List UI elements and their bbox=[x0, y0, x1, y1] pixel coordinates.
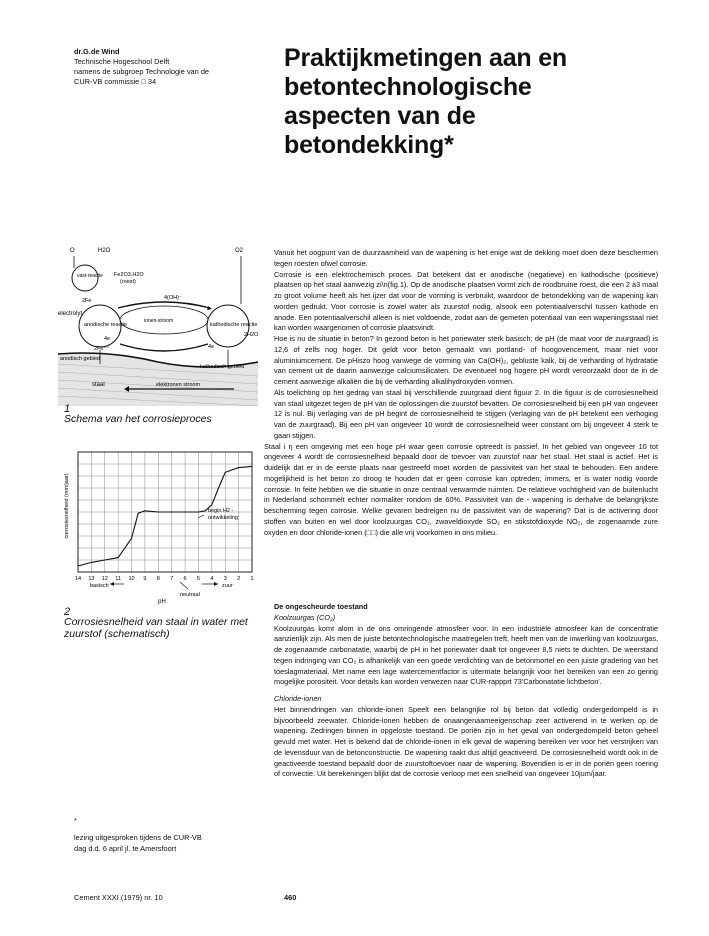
paragraph-corrosion: Corrosie is een elektrochemisch proces. Dat betekent dat er anodische (negatieve) en kathodische (positieve) plaatsen op het staal aanwezig zi\n(fig.1). Op de anodische plaatsen vormt zich de roodbruine roest, die een 2 à3 maal zo groot volume heeft als het ijzer dat voor de vorming is verbruikt, waardoor de betondekking van de wapening kan worden gedrukt. Voor corrosie is zowel water als zuurstof nodig, alsook een potentiaalverschil tussen kathode en anode. Een potentiaalverschil alleen is niet voldoende, zodat aan de gemeten potentiaal van een wapeningsstaal niet kan worden waargenomen of corrosie plaatsvindt. bbox=[274, 269, 658, 333]
footer-journal: Cement XXXI (1979) nr. 10 bbox=[74, 893, 163, 902]
fig1-label-o2: O2 bbox=[235, 248, 244, 254]
footnote-line1: lezing uitgesproken tijdens de CUR-VB bbox=[74, 833, 202, 842]
fig1-label-fe-ions: 2Fe⁺⁺ bbox=[94, 346, 110, 352]
fig1-label-o: O bbox=[70, 248, 75, 254]
fig1-label-oh: 4(OH)⁻ bbox=[164, 295, 182, 301]
chart-x-tick-label: 8 bbox=[156, 576, 160, 582]
fig1-label-e-right: 4e bbox=[208, 344, 215, 350]
fig1-label-fe: 2Fe bbox=[82, 298, 92, 304]
chart-right-label: zuur bbox=[222, 583, 233, 589]
fig1-label-anodisch-gebied: anodisch gebied bbox=[60, 356, 101, 362]
chart-x-tick-label: 7 bbox=[170, 576, 174, 582]
fig1-label-anodische-reactie: anodische reactie bbox=[84, 322, 128, 328]
subsection-co2-text: Koolzuurgas komt alom in de ons omringende atmosfeer voor. In een industriële atmosfeer kan de concentratie aanzienlijk zijn. Als men de juiste betontechnologische maatregelen treft, heeft men van de inwerking van koolzuurgas, de zogenaamde carbonatatie, waarbij de pH in het poriewater daalt tot ongeveer 8,5 niets te duchten. De weerstand tegen indringing van CO₂ is afhankelijk van een goede verdichting van de betonmortel en een juiste gradering van het toeslagmateriaal. Met name een lage watercementfactor is uitermate belangrijk voor het bereiken van een zo gering mogelijke porositeit. Voor details kan worden verwezen naar CUR-rappprt 73'Carbonatatie lichtbeton'. bbox=[274, 623, 658, 687]
section-title: De ongescheurde toestand bbox=[274, 602, 368, 611]
corrosion-rate-chart bbox=[62, 446, 262, 606]
chart-x-tick-label: 4 bbox=[210, 576, 214, 582]
chart-x-tick-label: 5 bbox=[196, 576, 200, 582]
chart-x-tick-label: 2 bbox=[237, 576, 241, 582]
chart-x-tick-label: 9 bbox=[143, 576, 147, 582]
body-text-main bbox=[264, 248, 658, 538]
paragraph-concrete: Hoe is nu de situatie in beton? In gezond beton is het poriewater sterk basisch; de pH (de maat voor de zuurgraad) is 12,6 of zelfs nog hoger. Dit geldt voor beton gemaakt van portland- of hoogovencement, maar niet voor aluminiumcement. De pHiszo hoog vanwege de vorming van Ca(OH)₂, gebluste kalk, bij de verharding of hydratatie van cement uit de daarin aanwezige calciumsilicaten. De eventueel nog hogere pH wordt veroorzaakt door de in de cement aanwezige alkaliën die bij de verharding alkalihydroxyden vormen. bbox=[274, 334, 658, 386]
fig1-label-rust: (roest) bbox=[120, 279, 136, 285]
fig1-label-kathodische-reactie: kathodische reactie bbox=[210, 322, 258, 328]
subsection-chloride-title: Chloride-ionen bbox=[274, 694, 322, 703]
author-affiliation: Technische Hogeschool Delft bbox=[74, 57, 170, 66]
author-name: dr.G.de Wind bbox=[74, 47, 120, 56]
paragraph-passive: Staal i η een omgeving met een hoge pH waar geen corrosie optreedt is passief. In het gebied van ongeveer 10 tot ongeveer 4 wordt de corrosiesnelheid bepaald door de toevoer van zuurstof naar het staal. Het staal is actief. Het is duidelijk dat er in de eerste plaats naar gestreefd moet worden de passiviteit van het staal te behouden. Een andere mogelijkheid is het beton zo droog te houden dat er geen corrosie kan optreden; immers, er is water nodig voorde corrosie. In feite hebben we die situatie in onze centraal verwarmde ruimten. De relatieve vochtigheid van de buitenlucht in Nederland schommelt echter normaliter rondom de 60%. Passiviteit van de - wapening is derhalve de belangrijkste bescherming tegen corrosie. Welke gevaren bedreigen nu de passiviteit van de wapening? Dat is de activering door stoffen van buiten en wel door koolzuurgas CO₂, zwaveldioxyde SO₂ en stikstofdioxyde NO₂, de zogenaamde zure oxyden en door chloride-ionen (□□) die alle vrij voorkomen in ons milieu. bbox=[264, 441, 658, 537]
footnote bbox=[74, 833, 264, 854]
chart-x-tick-label: 12 bbox=[101, 576, 108, 582]
page-title bbox=[284, 44, 684, 160]
subsection-chloride-text: Het binnendringen van chloride-ionen Speelt een belangrijke rol bij beton dat volledig ondergedompeld is in bijvoorbeeld zeewater. Chloride-ionen hebben de onaangenaameeigenschap zeer activerend in te werken op de wapening. Zedringen binnen in opgeloste toestand. De poriën zijn in het geval van ondergedompeld beton geheel gevuld met water. Het is bekend dat de chloride-ionen in elk geval de wapening bereiken ver voor het verstrijken van de levensduur van de betonconstructie. De wapening raakt dus altijd geactiveerd. De corrosiesnelheid wordt ook in de geactiveerde toestand bepaald door de zuurstoftoevoer naar de wapening. Bovendien is er in de poriën geen roering of convectie. Uit berekeningen blijkt dat de corrosie verloop met een snelheid van ongeveer 10jum/jaar. bbox=[274, 704, 658, 779]
chart-x-tick-label: 3 bbox=[223, 576, 227, 582]
chart-x-tick-label: 14 bbox=[74, 576, 82, 582]
title-line-3: aspecten van de bbox=[284, 102, 476, 130]
chart-xlabel: pH bbox=[158, 599, 166, 605]
fig1-label-staal: staal bbox=[92, 382, 105, 388]
footnote-marker: * bbox=[74, 816, 77, 825]
fig1-label-e-left: 4e bbox=[104, 336, 111, 342]
figure2-caption-line2: zuurstof (schematisch) bbox=[64, 627, 170, 640]
footnote-line2: dag d.d. 6 april jl. te Amersfoort bbox=[74, 843, 177, 853]
chart-x-tick-label: 6 bbox=[183, 576, 187, 582]
author-group: namens de subgroep Technologie van de bbox=[74, 67, 210, 76]
chart-x-tick-label: 10 bbox=[128, 576, 135, 582]
figure1-caption: Schema van het corrosieproces bbox=[64, 413, 212, 425]
author-committee: CUR-VB commissie □ 34 bbox=[74, 77, 157, 86]
figure2-caption-line1: Corrosiesnelheid van staal in water met bbox=[64, 616, 248, 628]
paragraph-intro: Vanuit het oogpunt van de duurzaamheid van de wapening is het enige wat de dekking moet doen deze beschermen tegen roesten ofwel corrosie. bbox=[274, 248, 658, 268]
paragraph-figure2: Als toelichting op het gedrag van staal bij verschillende zuurgraad dient figuur 2. In die figuur is de corrosiesnelheid van staal uitgezet tegen de pH van de oplossingen die zuurstof bevatten. De corrosiesnelheid bij een pH van ongeveer 12 is nul. Bij verlaging van de pH begint de corrosiesnelheid te stijgen (verlaging van de pH betekent een verhoging van de zuurgraad). Bij een pH van ongeveer 10 wordt de corrosiesnelheid weer constant om bij ongeveer 4 sterk te gaan stijgen. bbox=[274, 387, 658, 440]
fig1-label-electrolyt: electrolyt bbox=[58, 311, 83, 317]
corrosion-scheme-figure bbox=[58, 244, 258, 406]
fig1-label-fe-product: Fe2O3.H2O bbox=[114, 272, 144, 278]
figure2-caption bbox=[64, 617, 274, 640]
fig1-label-elektronen-stroom: elektronen stroom bbox=[156, 382, 201, 388]
fig1-label-h2o-right: 2H2O bbox=[244, 332, 258, 338]
chart-neutral-label: neutraal bbox=[180, 592, 200, 598]
figure2-number: 2 bbox=[64, 606, 71, 618]
title-line-4: betondekking* bbox=[284, 131, 454, 159]
chart-ylabel: corrosiesnelheid (mm/jaar) bbox=[64, 473, 70, 539]
figure1-number: 1 bbox=[64, 403, 71, 415]
chart-x-tick-label: 1 bbox=[250, 576, 254, 582]
author-block bbox=[74, 47, 254, 87]
subsection-co2-title: Koolzuurgas (CO₂) bbox=[274, 612, 336, 622]
fig1-label-kathodisch-gebied: kathodisch gebied bbox=[200, 364, 245, 370]
title-line-1: Praktijkmetingen aan en bbox=[284, 44, 567, 72]
footer-page-number: 460 bbox=[284, 893, 297, 902]
chart-tick-labels bbox=[75, 576, 254, 582]
fig1-label-h2o: H2O bbox=[98, 248, 111, 254]
chart-annotation-line1: begin H2 - bbox=[208, 508, 234, 514]
chart-annotation-line2: ontwikkeling bbox=[208, 515, 238, 521]
chart-left-label: basisch bbox=[90, 583, 109, 589]
title-line-2: betontechnologische bbox=[284, 73, 532, 101]
body-text-section bbox=[274, 602, 658, 780]
fig1-label-ion-stroom: ionen-stroom bbox=[144, 318, 174, 324]
chart-x-tick-label: 13 bbox=[88, 576, 95, 582]
fig1-label-vaste-reactie: vast-reactie bbox=[77, 273, 103, 279]
chart-x-tick-label: 11 bbox=[115, 576, 122, 582]
